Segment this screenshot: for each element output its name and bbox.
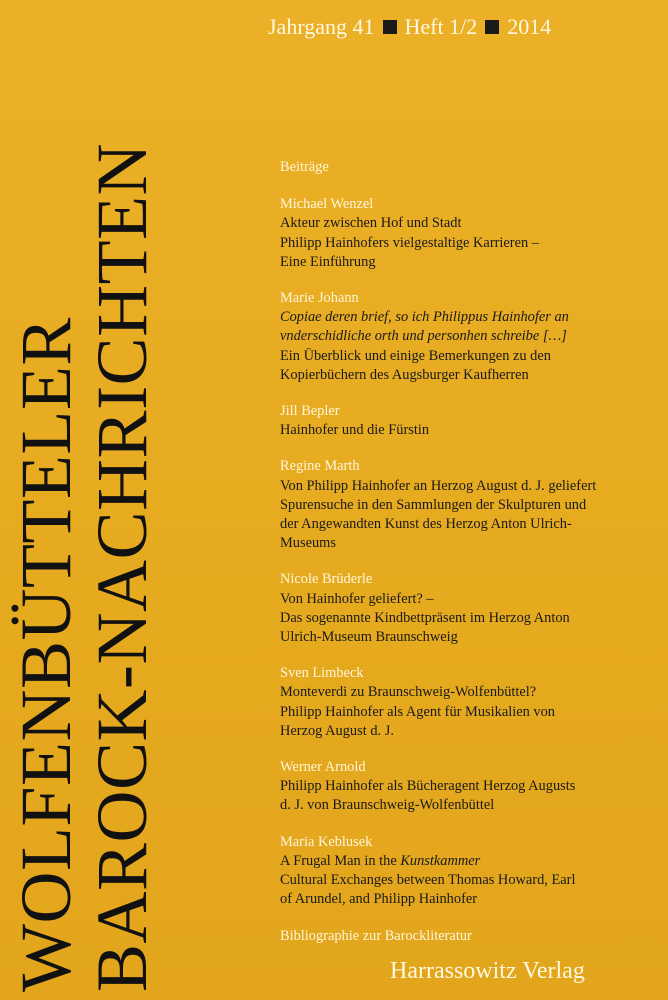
issue-info bbox=[268, 14, 551, 40]
entry-title-line: Philipp Hainhofer als Bücheragent Herzog Augusts bbox=[280, 778, 576, 795]
entry-title-line: Spurensuche in den Sammlungen der Skulpturen und bbox=[280, 496, 587, 513]
entry-author: Nicole Brüderle bbox=[280, 571, 373, 588]
series-title-line-2: BAROCK-NACHRICHTEN bbox=[82, 142, 162, 992]
entry-author: Sven Limbeck bbox=[280, 665, 364, 682]
entry-title-italic: Kunstkammer bbox=[400, 852, 481, 869]
entry-title-line-italic: Copiae deren brief, so ich Philippus Hainhofer an bbox=[280, 309, 569, 326]
table-of-contents bbox=[280, 158, 650, 946]
publisher-name: Harrassowitz Verlag bbox=[390, 958, 585, 984]
toc-entry-limbeck bbox=[280, 664, 650, 741]
entry-title-line: Ulrich-Museum Braunschweig bbox=[280, 629, 458, 646]
issue-year: 2014 bbox=[507, 14, 552, 39]
entry-title-line: Cultural Exchanges between Thomas Howard, Earl bbox=[280, 872, 576, 889]
entry-title-line: Museums bbox=[280, 535, 336, 552]
entry-author: Michael Wenzel bbox=[280, 196, 374, 213]
toc-entry-keblusek bbox=[280, 833, 650, 910]
entry-author: Marie Johann bbox=[280, 290, 359, 307]
toc-entry-marth bbox=[280, 457, 650, 553]
issue-number: Heft 1/2 bbox=[404, 14, 478, 39]
entry-title-line: Philipp Hainhofers vielgestaltige Karrieren – bbox=[280, 234, 539, 251]
entry-title-line: d. J. von Braunschweig-Wolfenbüttel bbox=[280, 797, 495, 814]
section-heading: Beiträge bbox=[280, 159, 329, 175]
entry-title-line: Monteverdi zu Braunschweig-Wolfenbüttel? bbox=[280, 684, 537, 701]
entry-title-line: of Arundel, and Philipp Hainhofer bbox=[280, 891, 478, 908]
entry-title-line: Herzog August d. J. bbox=[280, 722, 394, 739]
entry-title-line: Kopierbüchern des Augsburger Kaufherren bbox=[280, 366, 529, 383]
toc-entry-johann bbox=[280, 289, 650, 385]
entry-title-line: Ein Überblick und einige Bemerkungen zu den bbox=[280, 347, 551, 364]
series-title-line-1: WOLFENBÜTTELER bbox=[6, 317, 86, 992]
entry-author: Maria Keblusek bbox=[280, 833, 373, 850]
toc-entry-wenzel bbox=[280, 195, 650, 272]
entry-title-line: Von Philipp Hainhofer an Herzog August d. J. geliefert bbox=[280, 477, 597, 494]
entry-title-line-italic: vnderschidliche orth und personhen schreibe […] bbox=[280, 328, 567, 345]
toc-entry-bepler bbox=[280, 402, 650, 440]
entry-author: Werner Arnold bbox=[280, 759, 366, 776]
toc-entry-arnold bbox=[280, 758, 650, 816]
entry-title-line: Das sogenannte Kindbettpräsent im Herzog Anton bbox=[280, 609, 570, 626]
entry-title-line bbox=[280, 852, 650, 871]
entry-title-line: Hainhofer und die Fürstin bbox=[280, 422, 430, 439]
toc-entry-bruederle bbox=[280, 570, 650, 647]
entry-author: Jill Bepler bbox=[280, 403, 340, 420]
square-separator-icon bbox=[383, 20, 397, 34]
bibliography-heading: Bibliographie zur Barockliteratur bbox=[280, 927, 472, 944]
entry-title-line: der Angewandten Kunst des Herzog Anton Ulrich- bbox=[280, 516, 572, 533]
entry-title-line: Von Hainhofer geliefert? – bbox=[280, 590, 434, 607]
square-separator-icon bbox=[485, 20, 499, 34]
entry-title-prefix: A Frugal Man in the bbox=[280, 852, 401, 869]
entry-title-line: Eine Einführung bbox=[280, 253, 376, 270]
entry-title-line: Akteur zwischen Hof und Stadt bbox=[280, 215, 462, 232]
vertical-series-title bbox=[8, 2, 160, 992]
volume-label: Jahrgang 41 bbox=[268, 14, 375, 39]
entry-title-line: Philipp Hainhofer als Agent für Musikalien von bbox=[280, 703, 555, 720]
entry-author: Regine Marth bbox=[280, 458, 360, 475]
